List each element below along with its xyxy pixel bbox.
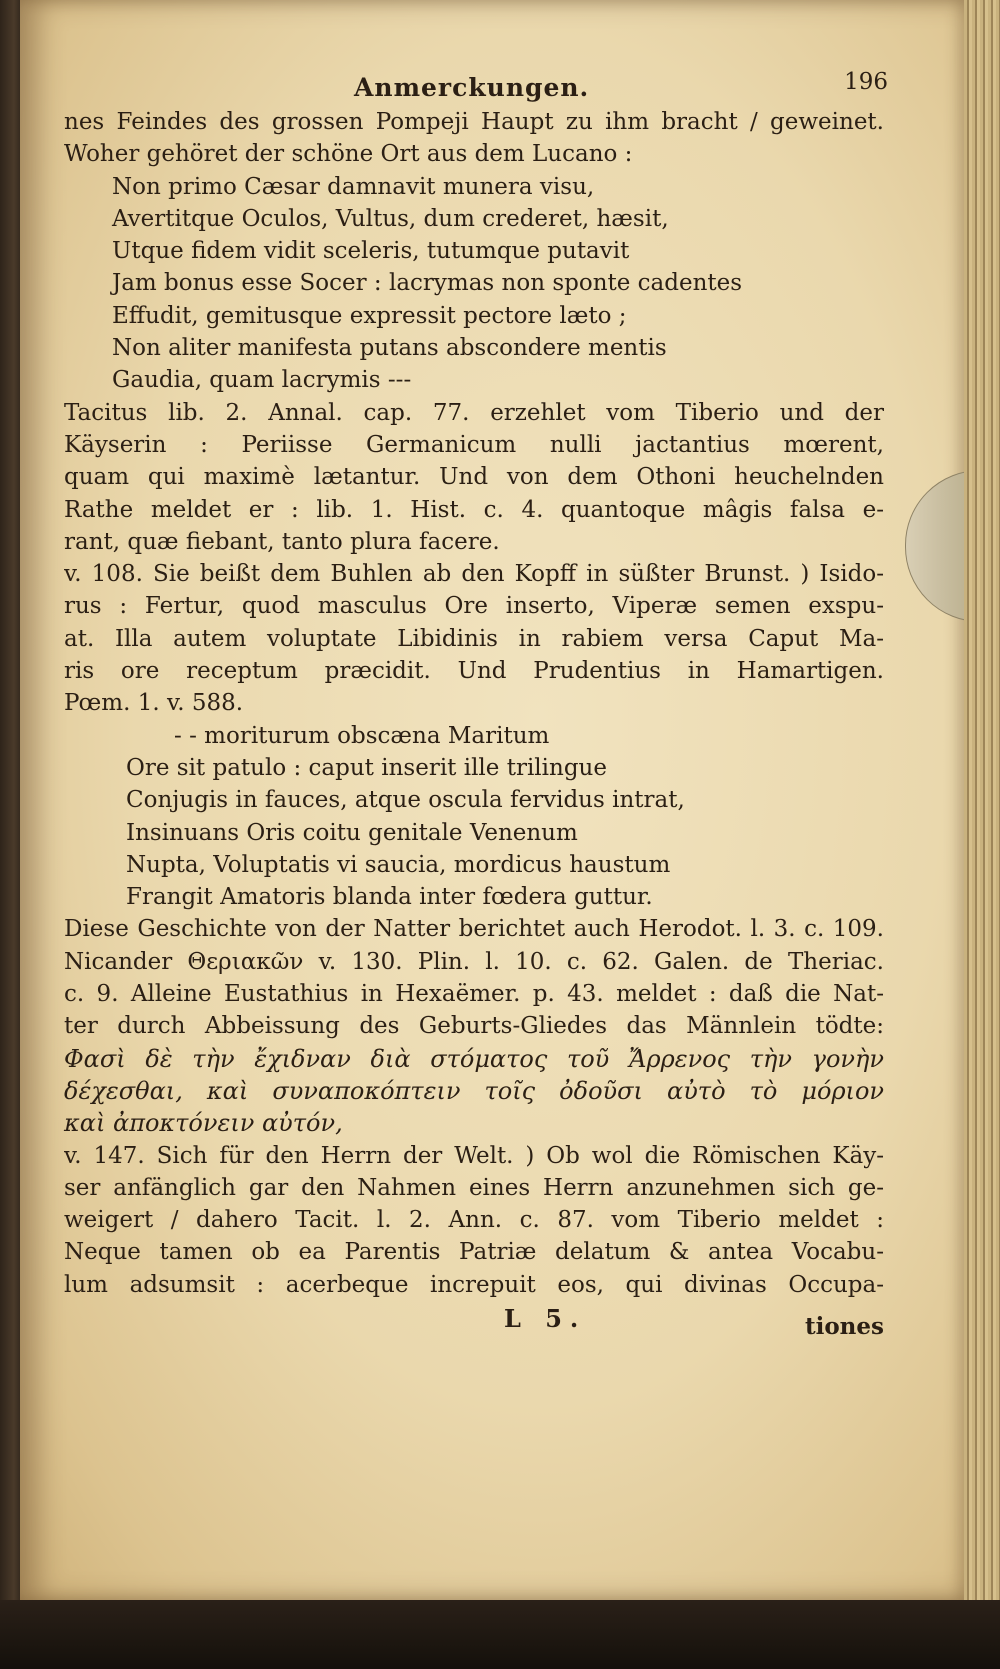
text-line: Φασὶ δὲ τὴν ἔχιδναν διὰ στόματος τοῦ Ἄρρενος τὴν γονὴν	[64, 1044, 884, 1073]
text-line: ser anfänglich gar den Nahmen eines Herrn anzunehmen sich ge-	[64, 1174, 884, 1201]
text-line: ter durch Abbeissung des Geburts-Gliedes das Männlein tödte:	[64, 1013, 884, 1040]
text-line: Diese Geschichte von der Natter berichtet auch Herodot. l. 3. c. 109.	[64, 916, 884, 943]
running-title: Anmerckungen.	[354, 73, 590, 102]
text-line: Insinuans Oris coitu genitale Venenum	[126, 819, 578, 846]
scan-bottom-edge	[0, 1600, 1000, 1669]
text-line: Frangit Amatoris blanda inter fœdera guttur.	[126, 884, 653, 911]
text-line: Woher gehöret der schöne Ort aus dem Lucano :	[64, 141, 633, 168]
text-line: nes Feindes des grossen Pompeji Haupt zu ihm bracht / geweinet.	[64, 109, 884, 135]
text-line: - - moriturum obscæna Maritum	[174, 722, 550, 749]
text-line: rus : Fertur, quod masculus Ore inserto, Viperæ semen exspu-	[64, 593, 884, 620]
text-line: Nupta, Voluptatis vi saucia, mordicus haustum	[126, 851, 671, 878]
text-line: Käyserin : Periisse Germanicum nulli jactantius mœrent,	[64, 431, 884, 458]
text-line: Jam bonus esse Socer : lacrymas non sponte cadentes	[112, 270, 743, 297]
text-line: δέχεσθαι, καὶ συναποκόπτειν τοῖς ὀδοῦσι αὐτὸ τὸ μόριον	[64, 1076, 884, 1105]
text-line: Nicander Θεριακῶν v. 130. Plin. l. 10. c. 62. Galen. de Theriac.	[64, 948, 884, 975]
text-line: Non aliter manifesta putans abscondere mentis	[112, 335, 667, 362]
text-line: quam qui maximè lætantur. Und von dem Othoni heuchelnden	[64, 464, 884, 491]
text-line: Avertitque Oculos, Vultus, dum crederet, hæsit,	[112, 205, 669, 232]
text-line: Conjugis in fauces, atque oscula fervidus intrat,	[126, 787, 685, 814]
text-line: Ore sit patulo : caput inserit ille trilingue	[126, 754, 607, 781]
page-text	[64, 69, 888, 1341]
text-line: Neque tamen ob ea Parentis Patriæ delatum & antea Vocabu-	[64, 1239, 884, 1266]
text-line: Rathe meldet er : lib. 1. Hist. c. 4. quantoque mâgis falsa e-	[64, 496, 884, 523]
text-line: ris ore receptum præcidit. Und Prudentius in Hamartigen.	[64, 658, 884, 685]
text-line: καὶ ἀποκτόνειν αὐτόν,	[64, 1109, 343, 1138]
text-line: v. 108. Sie beißt dem Buhlen ab den Kopff in süßter Brunst. ) Isido-	[64, 561, 884, 588]
text-line: Tacitus lib. 2. Annal. cap. 77. erzehlet vom Tiberio und der	[64, 399, 884, 426]
text-line: v. 147. Sich für den Herrn der Welt. ) Ob wol die Römischen Käy-	[64, 1142, 884, 1169]
text-line: rant, quæ fiebant, tanto plura facere.	[64, 528, 500, 555]
page-edges	[964, 0, 1000, 1669]
book-page	[20, 0, 964, 1600]
catchword: tiones	[804, 1312, 884, 1340]
text-line: Pœm. 1. v. 588.	[64, 690, 244, 717]
text-line: Utque fidem vidit sceleris, tutumque putavit	[112, 238, 630, 265]
text-line: Effudit, gemitusque expressit pectore læto ;	[112, 302, 627, 329]
text-line: Non primo Cæsar damnavit munera visu,	[112, 173, 595, 200]
text-line: lum adsumsit : acerbeque increpuit eos, qui divinas Occupa-	[64, 1271, 884, 1298]
page-footer	[64, 1301, 884, 1341]
page-number: 196	[844, 69, 888, 95]
text-line: c. 9. Alleine Eustathius in Hexaëmer. p. 43. meldet : daß die Nat-	[64, 981, 884, 1008]
text-line: weigert / dahero Tacit. l. 2. Ann. c. 87. vom Tiberio meldet :	[64, 1207, 884, 1234]
text-line: at. Illa autem voluptate Libidinis in rabiem versa Caput Ma-	[64, 625, 884, 652]
signature-mark: L 5.	[504, 1303, 587, 1333]
text-lines	[64, 106, 884, 1301]
text-line: Gaudia, quam lacrymis ---	[112, 367, 412, 394]
page-header	[64, 69, 888, 106]
